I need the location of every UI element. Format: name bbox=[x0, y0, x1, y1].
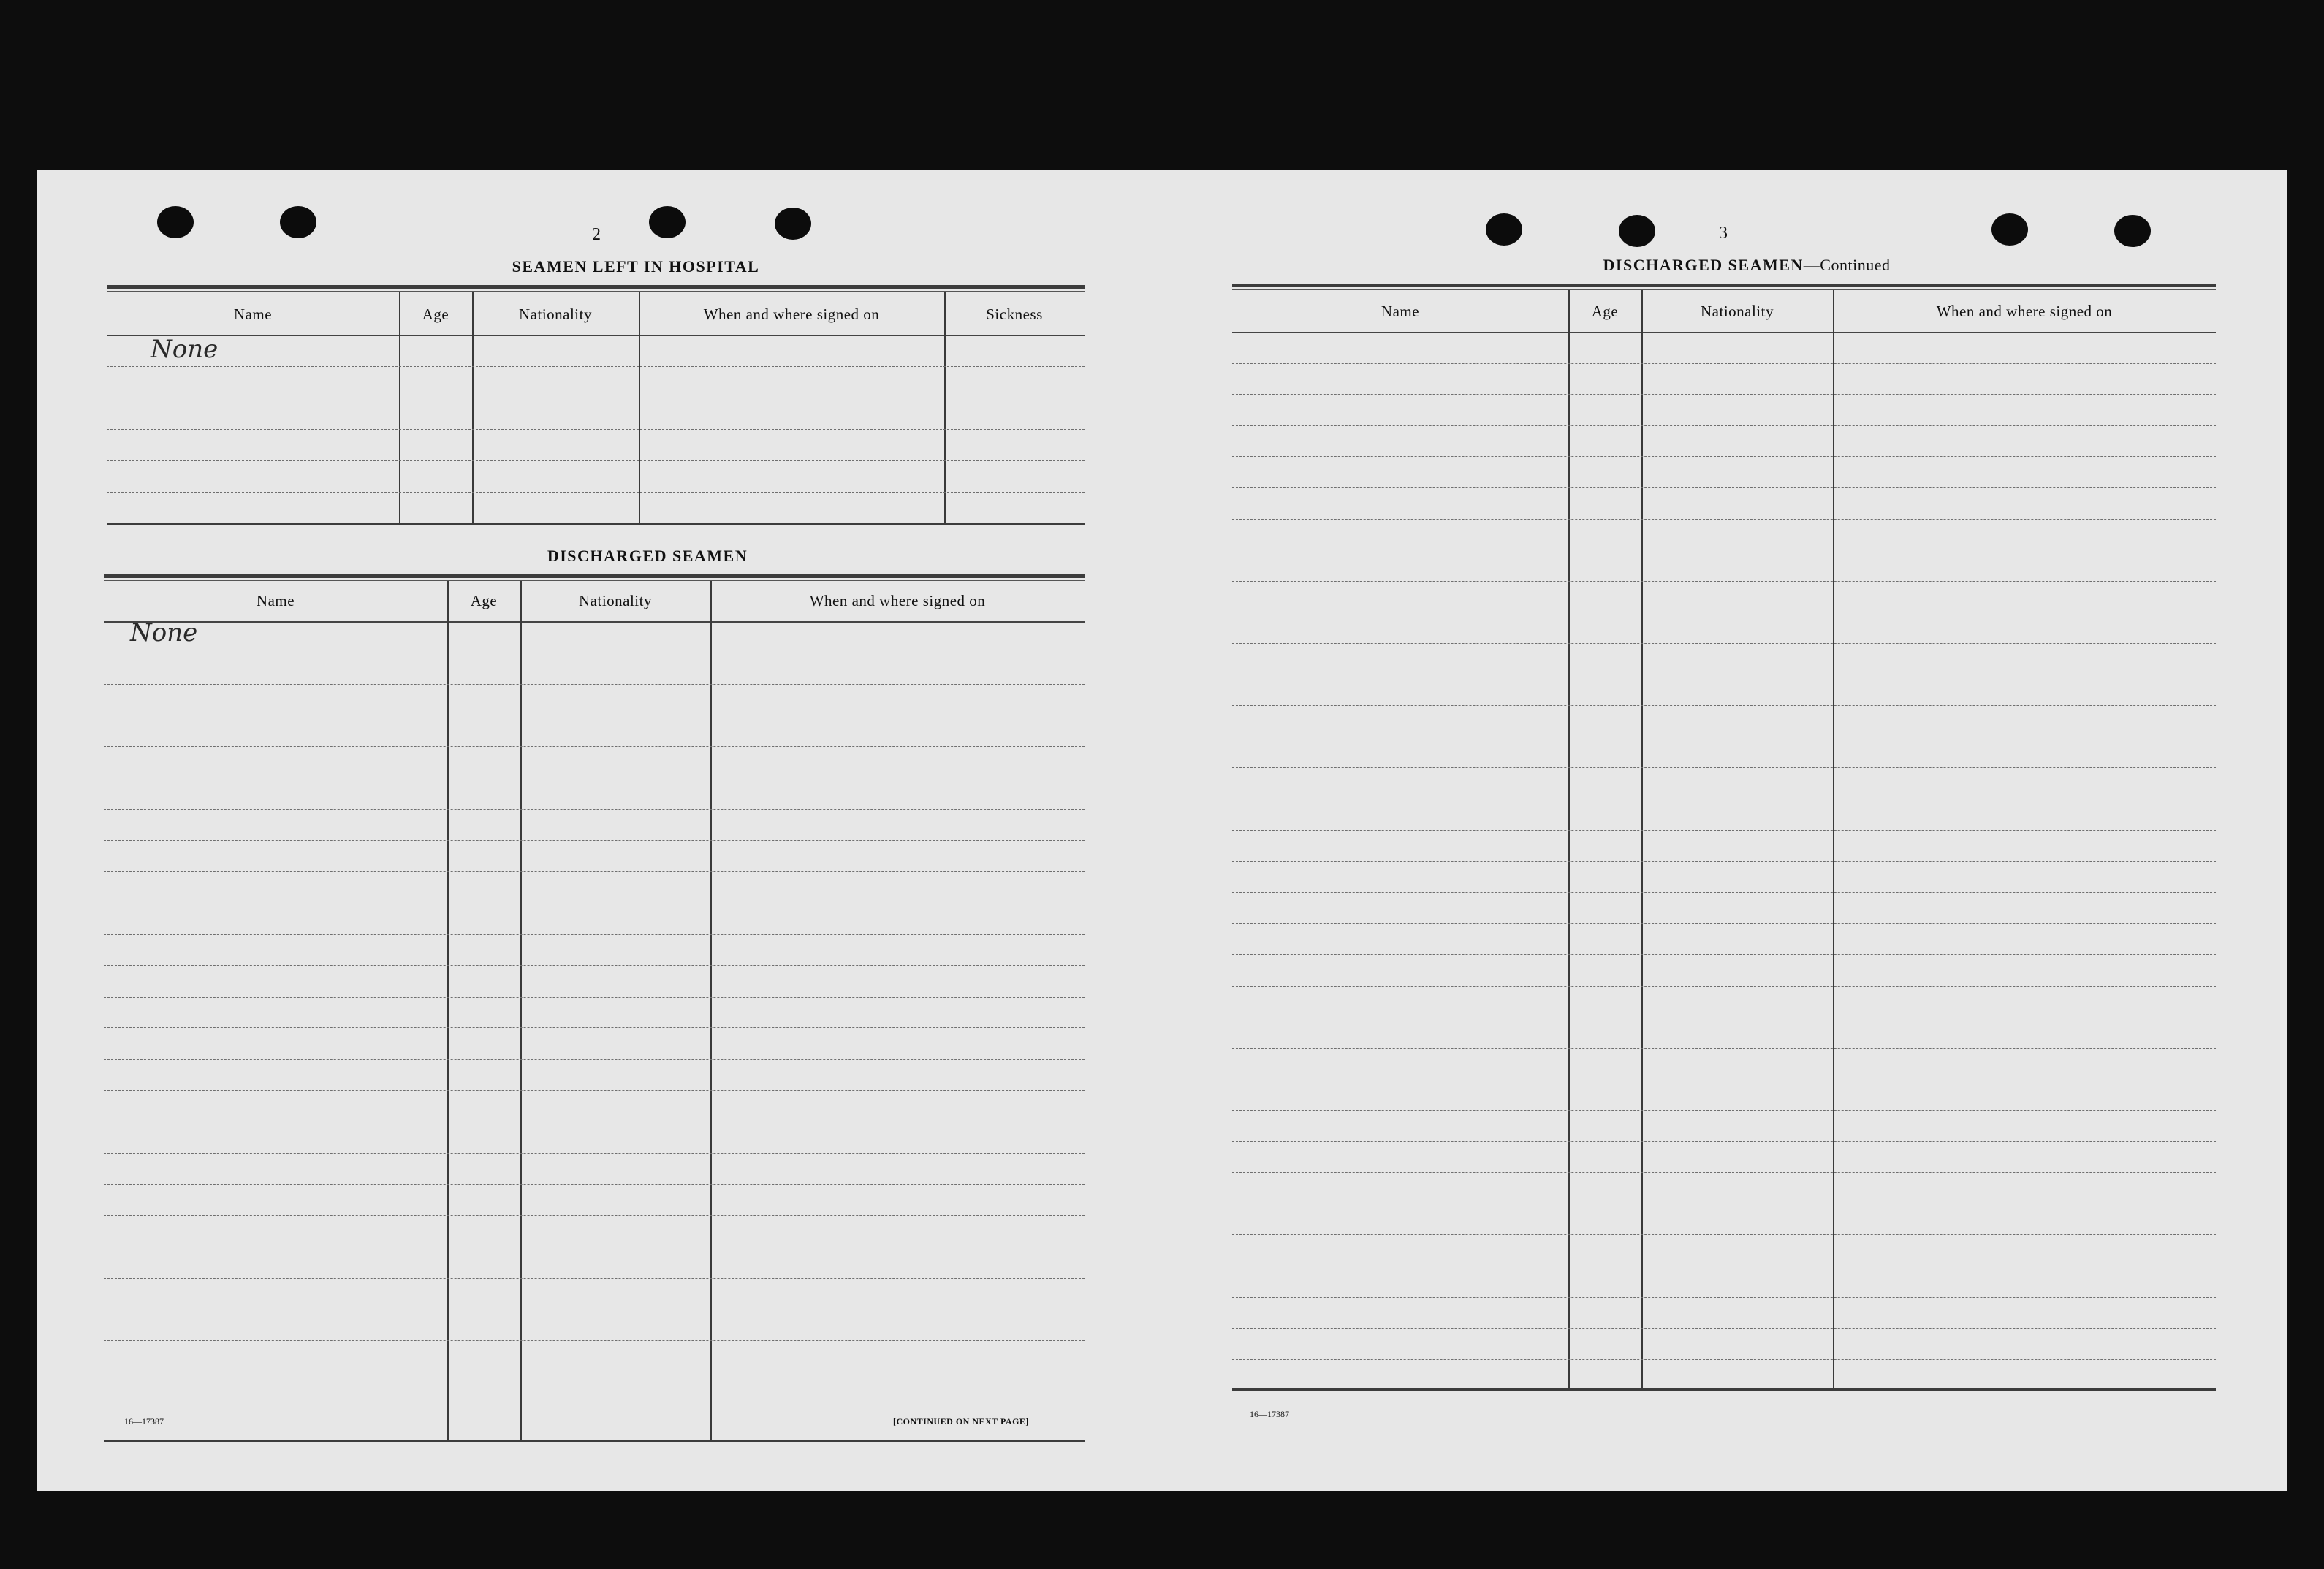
form-number-right: 16—17387 bbox=[1250, 1409, 1289, 1419]
column-divider bbox=[639, 292, 640, 524]
column-divider bbox=[710, 581, 712, 1440]
ruled-row-line bbox=[1232, 1110, 2216, 1111]
column-header-age: Age bbox=[1591, 303, 1619, 320]
column-header-nationality: Nationality bbox=[519, 305, 592, 323]
column-header-name: Name bbox=[256, 592, 295, 609]
ruled-row-line bbox=[1232, 1172, 2216, 1173]
column-divider bbox=[472, 292, 474, 524]
column-divider bbox=[1568, 290, 1570, 1389]
table-rule bbox=[104, 574, 1085, 578]
punch-hole-icon bbox=[1619, 215, 1655, 247]
ruled-row-line bbox=[107, 429, 1085, 430]
column-header-nationality: Nationality bbox=[1701, 303, 1774, 320]
column-header-age: Age bbox=[470, 592, 498, 609]
ruled-row-line bbox=[1232, 425, 2216, 426]
ruled-row-line bbox=[104, 997, 1085, 998]
ruled-row-line bbox=[104, 746, 1085, 747]
column-header-sickness: Sickness bbox=[986, 305, 1043, 323]
ruled-row-line bbox=[1232, 830, 2216, 831]
ruled-row-line bbox=[1232, 1297, 2216, 1298]
punch-hole-icon bbox=[649, 206, 686, 238]
ruled-row-line bbox=[1232, 1359, 2216, 1360]
punch-hole-icon bbox=[157, 206, 194, 238]
column-divider bbox=[1641, 290, 1643, 1389]
continued-note: [CONTINUED ON NEXT PAGE] bbox=[893, 1416, 1029, 1426]
ruled-row-line bbox=[104, 809, 1085, 810]
column-header-nationality: Nationality bbox=[579, 592, 652, 609]
ruled-row-line bbox=[1232, 394, 2216, 395]
title-main: DISCHARGED SEAMEN bbox=[1603, 256, 1804, 274]
ruled-row-line bbox=[104, 1215, 1085, 1216]
column-divider bbox=[944, 292, 946, 524]
ruled-row-line bbox=[1232, 1141, 2216, 1142]
ruled-row-line bbox=[1232, 923, 2216, 924]
ruled-row-line bbox=[104, 965, 1085, 966]
ruled-row-line bbox=[107, 460, 1085, 461]
handwritten-entry bbox=[151, 335, 218, 364]
column-header-signed-on: When and where signed on bbox=[809, 592, 986, 609]
table-rule bbox=[107, 285, 1085, 289]
page-number-right: 3 bbox=[1719, 224, 1728, 243]
table-bottom-rule bbox=[107, 523, 1085, 525]
ruled-row-line bbox=[104, 1059, 1085, 1060]
column-header-signed-on: When and where signed on bbox=[1936, 303, 2113, 320]
table-rule bbox=[1232, 289, 2216, 290]
column-divider bbox=[399, 292, 400, 524]
ruled-row-line bbox=[1232, 643, 2216, 644]
hospital-section-title: SEAMEN LEFT IN HOSPITAL bbox=[512, 257, 760, 276]
header-divider bbox=[107, 335, 1085, 336]
column-divider bbox=[1833, 290, 1834, 1389]
ruled-row-line bbox=[1232, 986, 2216, 987]
ruled-row-line bbox=[1232, 1048, 2216, 1049]
ruled-row-line bbox=[104, 1027, 1085, 1028]
ruled-row-line bbox=[1232, 861, 2216, 862]
ruled-row-line bbox=[104, 934, 1085, 935]
discharged-table-left bbox=[104, 574, 1085, 1467]
punch-hole-icon bbox=[2114, 215, 2151, 247]
ruled-row-line bbox=[107, 492, 1085, 493]
header-divider bbox=[1232, 332, 2216, 333]
table-bottom-rule bbox=[1232, 1388, 2216, 1391]
handwritten-none: None bbox=[151, 335, 219, 364]
ruled-row-line bbox=[104, 871, 1085, 872]
punch-hole-icon bbox=[1991, 213, 2028, 246]
table-rule bbox=[107, 291, 1085, 292]
ruled-row-line bbox=[1232, 1328, 2216, 1329]
hospital-table bbox=[107, 285, 1085, 526]
ruled-row-line bbox=[1232, 519, 2216, 520]
ruled-row-line bbox=[1232, 1234, 2216, 1235]
ruled-row-line bbox=[1232, 487, 2216, 488]
ledger-spread bbox=[37, 170, 2287, 1491]
table-rule bbox=[104, 580, 1085, 581]
handwritten-none: None bbox=[130, 618, 198, 647]
header-divider bbox=[104, 621, 1085, 623]
handwritten-entry bbox=[130, 618, 197, 647]
ruled-row-line bbox=[104, 840, 1085, 841]
column-header-signed-on: When and where signed on bbox=[703, 305, 880, 323]
punch-hole-icon bbox=[280, 206, 316, 238]
ruled-row-line bbox=[1232, 705, 2216, 706]
ruled-row-line bbox=[104, 1340, 1085, 1341]
title-continued: —Continued bbox=[1803, 256, 1891, 274]
ruled-row-line bbox=[1232, 892, 2216, 893]
table-rule bbox=[1232, 284, 2216, 287]
discharged-section-title: DISCHARGED SEAMEN bbox=[547, 547, 748, 565]
discharged-table-right bbox=[1232, 284, 2216, 1467]
column-divider bbox=[447, 581, 449, 1440]
ruled-row-line bbox=[1232, 581, 2216, 582]
ruled-row-line bbox=[1232, 767, 2216, 768]
ruled-row-line bbox=[104, 684, 1085, 685]
ruled-row-line bbox=[104, 1090, 1085, 1091]
column-divider bbox=[520, 581, 522, 1440]
punch-hole-icon bbox=[775, 208, 811, 240]
column-header-age: Age bbox=[422, 305, 449, 323]
form-number-left: 16—17387 bbox=[124, 1416, 164, 1426]
column-header-name: Name bbox=[233, 305, 273, 323]
ruled-row-line bbox=[1232, 363, 2216, 364]
ruled-row-line bbox=[107, 366, 1085, 367]
ruled-row-line bbox=[1232, 954, 2216, 955]
ruled-row-line bbox=[104, 1278, 1085, 1279]
ruled-row-line bbox=[1232, 456, 2216, 457]
punch-hole-icon bbox=[1486, 213, 1522, 246]
ruled-row-line bbox=[104, 1184, 1085, 1185]
column-header-name: Name bbox=[1381, 303, 1420, 320]
table-bottom-rule bbox=[104, 1440, 1085, 1442]
discharged-continued-title bbox=[1418, 256, 2076, 275]
ruled-row-line bbox=[104, 1153, 1085, 1154]
page-number-left: 2 bbox=[592, 225, 601, 244]
